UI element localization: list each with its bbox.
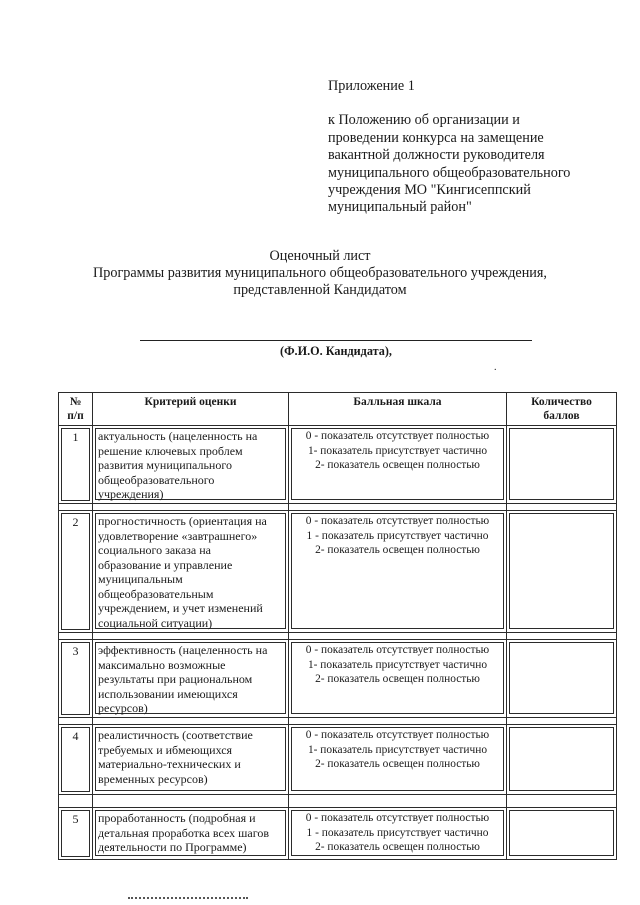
points-input-box[interactable] xyxy=(509,428,614,500)
row-spacer xyxy=(59,795,617,808)
row-number: 3 xyxy=(61,642,90,715)
row-number-cell xyxy=(59,511,93,633)
stray-mark: . xyxy=(494,362,497,373)
scale-line: 0 - показатель отсутствует полностью xyxy=(305,515,490,527)
criterion-line: решение ключевых проблем xyxy=(98,443,243,458)
row-spacer xyxy=(59,633,617,640)
scale-cell xyxy=(289,725,507,795)
document-subtitle-line1: Программы развития муниципального общеобразовательного учреждения, xyxy=(93,265,547,281)
criterion-line: учреждением, и учет изменений xyxy=(98,601,263,615)
row-number-cell xyxy=(59,426,93,504)
row-number: 4 xyxy=(61,727,90,792)
header-num xyxy=(59,393,93,426)
row-number: 5 xyxy=(61,810,90,857)
header-scale: Балльная шкала xyxy=(289,393,507,426)
scale-line: 0 - показатель отсутствует полностью xyxy=(305,430,490,442)
scale-line: 1 - показатель присутствует частично xyxy=(306,826,489,839)
criterion-line: использовании имеющихся xyxy=(98,686,238,701)
points-input-box[interactable] xyxy=(509,810,614,856)
scale-line: 2- показатель освещен полностью xyxy=(315,841,480,853)
criterion-line: временных ресурсов) xyxy=(98,771,208,786)
candidate-name-caption: (Ф.И.О. Кандидата), xyxy=(280,344,392,358)
criterion-line: учреждения) xyxy=(98,487,164,501)
criterion-line: социального заказа на xyxy=(98,543,211,557)
criterion-line: муниципальным xyxy=(98,572,183,586)
criterion-cell xyxy=(93,725,289,795)
points-cell[interactable] xyxy=(507,511,617,633)
row-number-cell xyxy=(59,725,93,795)
scale-line: 1 - показатель присутствует частично xyxy=(306,529,489,542)
scale-line: 2- показатель освещен полностью xyxy=(315,544,480,556)
criterion-line: детальная проработка всех шагов xyxy=(98,825,269,840)
appendix-line: муниципальный район" xyxy=(328,199,472,216)
scale-line: 0 - показатель отсутствует полностью xyxy=(305,729,490,741)
header-points-line: баллов xyxy=(543,410,580,422)
scale-cell xyxy=(289,426,507,504)
criterion-line: общеобразовательного xyxy=(98,472,215,487)
scale-line: 2- показатель освещен полностью xyxy=(315,673,480,685)
criterion-line: требуемых и ибмеющихся xyxy=(98,742,233,757)
table-row xyxy=(59,808,617,860)
points-input-box[interactable] xyxy=(509,513,614,629)
scale-line: 0 - показатель отсутствует полностью xyxy=(305,644,490,656)
appendix-line: муниципального общеобразовательного xyxy=(328,164,571,181)
points-cell[interactable] xyxy=(507,725,617,795)
points-cell[interactable] xyxy=(507,808,617,860)
header-num-line: № xyxy=(69,396,82,408)
criterion-line: ресурсов) xyxy=(98,701,148,715)
evaluation-table xyxy=(58,392,617,860)
table-row xyxy=(59,426,617,504)
appendix-number: Приложение 1 xyxy=(328,78,415,94)
appendix-line: учреждения МО "Кингисеппский xyxy=(328,182,531,199)
appendix-line: проведении конкурса на замещение xyxy=(328,129,544,146)
appendix-block xyxy=(328,78,628,217)
criterion-line: актуальность (нацеленность на xyxy=(98,429,258,443)
scale-line: 0 - показатель отсутствует полностью xyxy=(305,812,490,824)
scale-line: 2- показатель освещен полностью xyxy=(315,758,480,770)
scan-artifact xyxy=(128,897,248,902)
scale-line: 2- показатель освещен полностью xyxy=(315,459,480,471)
criterion-line: реалистичность (соответствие xyxy=(98,728,253,742)
table-header-row xyxy=(59,393,617,426)
criterion-cell xyxy=(93,808,289,860)
criterion-line: проработанность (подробная и xyxy=(98,811,256,825)
scale-cell xyxy=(289,640,507,718)
criterion-cell xyxy=(93,511,289,633)
appendix-line: вакантной должности руководителя xyxy=(328,147,545,164)
header-points xyxy=(507,393,617,426)
points-input-box[interactable] xyxy=(509,642,614,714)
criterion-line: прогностичность (ориентация на xyxy=(98,514,267,528)
row-number-cell xyxy=(59,640,93,718)
candidate-name-line xyxy=(140,340,532,341)
criterion-line: общеобразовательным xyxy=(98,586,214,601)
criterion-line: эффективность (нацеленность на xyxy=(98,643,268,657)
row-number-cell xyxy=(59,808,93,860)
criterion-line: удовлетворение «завтрашнего» xyxy=(98,528,258,543)
header-points-line: Количество xyxy=(531,396,592,408)
criterion-line: максимально возможные xyxy=(98,657,226,672)
document-title: Оценочный лист xyxy=(269,248,371,264)
row-number: 1 xyxy=(61,428,90,501)
criterion-cell xyxy=(93,640,289,718)
table-row xyxy=(59,725,617,795)
header-criterion: Критерий оценки xyxy=(93,393,289,426)
row-number: 2 xyxy=(61,513,90,630)
scale-cell xyxy=(289,808,507,860)
document-subtitle-line2: представленной Кандидатом xyxy=(233,282,407,298)
points-cell[interactable] xyxy=(507,426,617,504)
row-spacer xyxy=(59,504,617,511)
appendix-line: к Положению об организации и xyxy=(328,112,520,129)
criterion-line: развития муниципального xyxy=(98,458,232,472)
criterion-line: результаты при рациональном xyxy=(98,672,253,686)
scale-cell xyxy=(289,511,507,633)
scale-line: 1- показатель присутствует частично xyxy=(307,658,488,671)
criterion-line: социальной ситуации) xyxy=(98,615,213,630)
row-spacer xyxy=(59,718,617,725)
table-row xyxy=(59,640,617,718)
scale-line: 1- показатель присутствует частично xyxy=(307,743,488,756)
criterion-line: материально-технических и xyxy=(98,757,241,771)
points-input-box[interactable] xyxy=(509,727,614,791)
criterion-line: образование и управление xyxy=(98,557,233,572)
table-row xyxy=(59,511,617,633)
points-cell[interactable] xyxy=(507,640,617,718)
scale-line: 1- показатель присутствует частично xyxy=(307,444,488,457)
criterion-cell xyxy=(93,426,289,504)
criterion-line: деятельности по Программе) xyxy=(98,840,247,854)
header-num-line: п/п xyxy=(67,410,84,422)
